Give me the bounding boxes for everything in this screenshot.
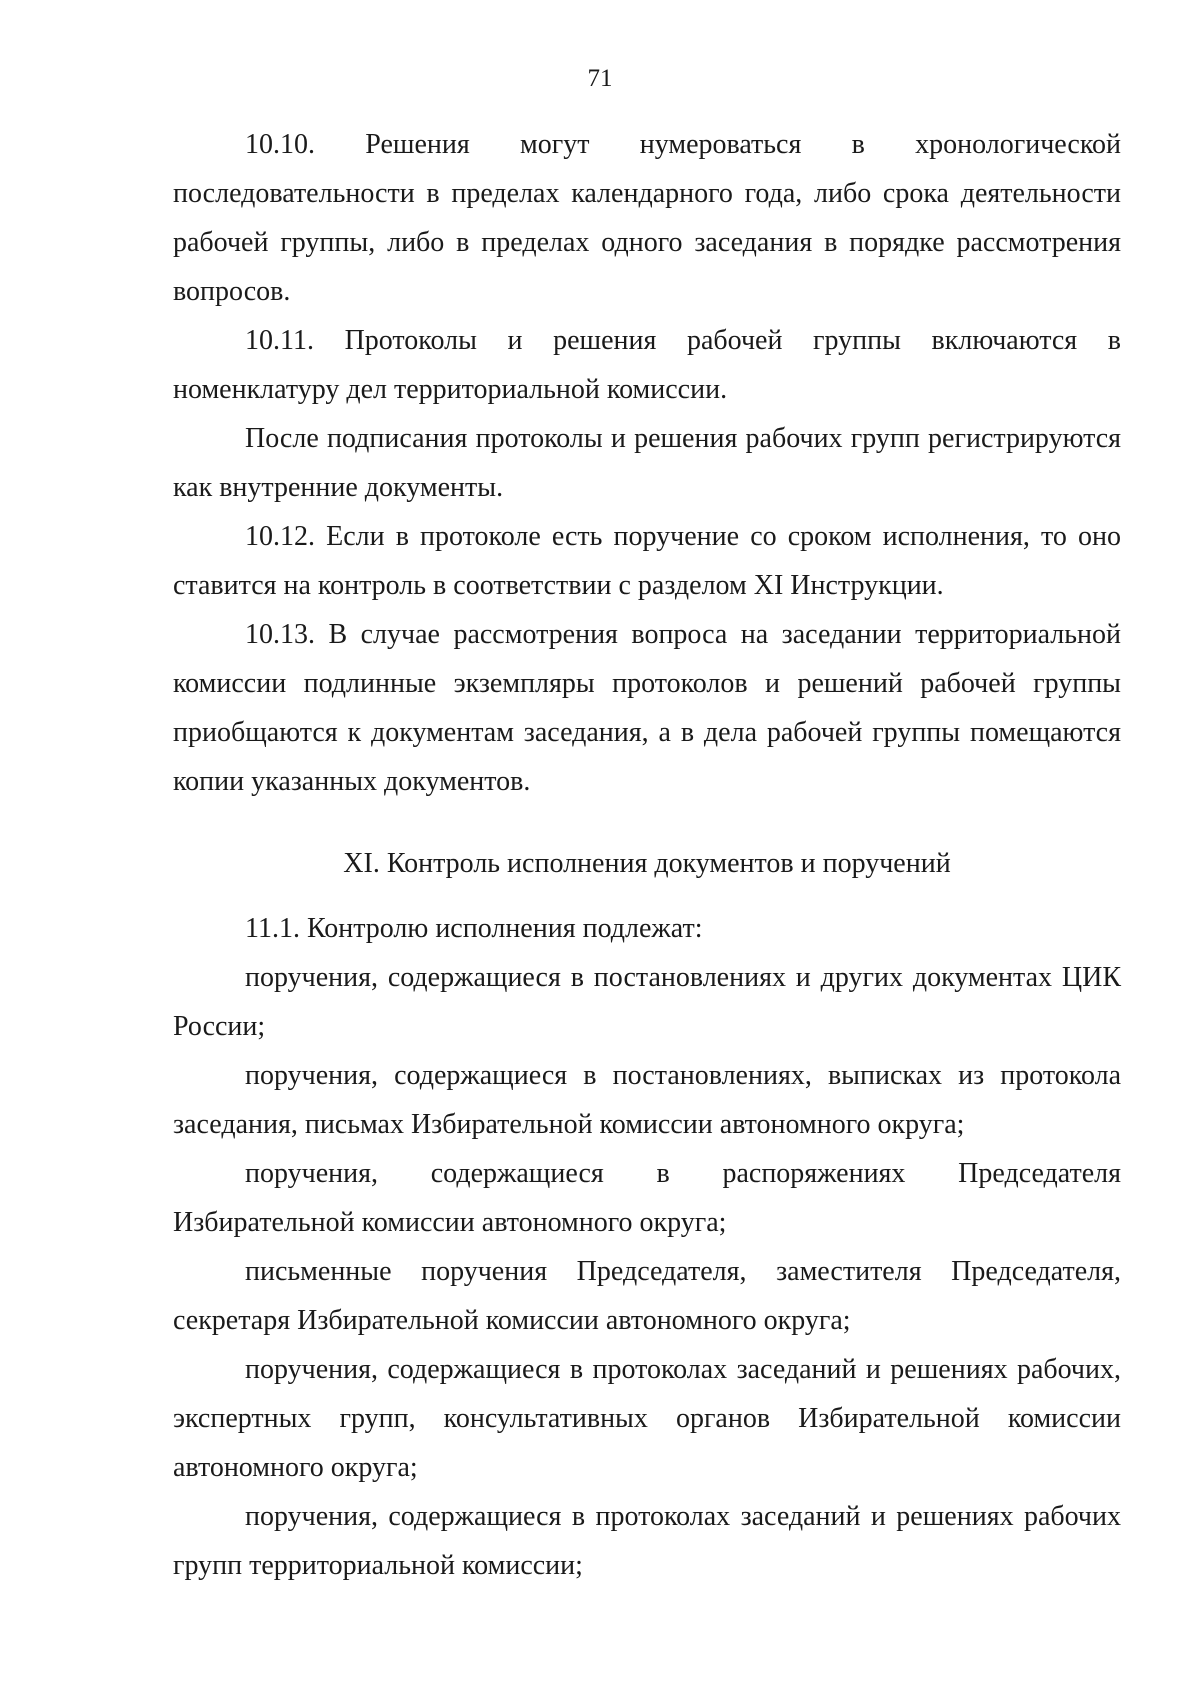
paragraph-10-11: 10.11. Протоколы и решения рабочей группы включаются в номенклатуру дел территориальной комиссии. [173,325,1121,405]
list-item: поручения, содержащиеся в протоколах заседаний и решениях рабочих, экспертных групп, консультативных органов Избирательной комиссии автономного округа; [173,1354,1121,1483]
paragraph-after-signing: После подписания протоколы и решения рабочих групп регистрируются как внутренние документы. [173,423,1121,503]
document-body [173,120,1121,1590]
paragraph-10-12: 10.12. Если в протоколе есть поручение со сроком исполнения, то оно ставится на контроль в соответствии с разделом XI Инструкции. [173,521,1121,601]
paragraph-10-13: 10.13. В случае рассмотрения вопроса на заседании территориальной комиссии подлинные экземпляры протоколов и решений рабочей группы приобщаются к документам заседания, а в дела рабочей группы помещаются копии указанных документов. [173,619,1121,797]
page-number: 71 [587,65,613,92]
list-item: поручения, содержащиеся в протоколах заседаний и решениях рабочих групп территориальной комиссии; [173,1501,1121,1581]
list-item: письменные поручения Председателя, заместителя Председателя, секретаря Избирательной комиссии автономного округа; [173,1256,1121,1336]
list-item: поручения, содержащиеся в постановлениях и других документах ЦИК России; [173,962,1121,1042]
section-heading: XI. Контроль исполнения документов и поручений [343,848,951,879]
paragraph-10-10: 10.10. Решения могут нумероваться в хронологической последовательности в пределах календарного года, либо срока деятельности рабочей группы, либо в пределах одного заседания в порядке рассмотрения вопросов. [173,129,1121,307]
list-item: поручения, содержащиеся в распоряжениях Председателя Избирательной комиссии автономного округа; [173,1158,1121,1238]
list-item: поручения, содержащиеся в постановлениях, выписках из протокола заседания, письмах Избирательной комиссии автономного округа; [173,1060,1121,1140]
paragraph-11-1: 11.1. Контролю исполнения подлежат: [245,913,703,944]
